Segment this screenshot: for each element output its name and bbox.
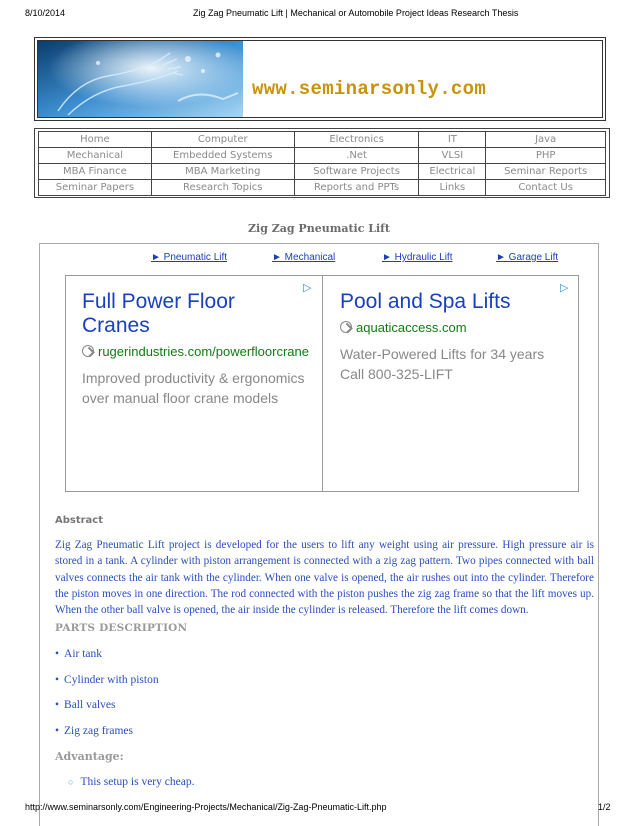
banner-inner [37,40,603,118]
nav-research-topics[interactable]: Research Topics [151,180,294,196]
ad-link-pneumatic-lift[interactable]: ► Pneumatic Lift [151,252,228,263]
ad-link-mechanical[interactable]: ► Mechanical [272,252,336,263]
circle-bullet-icon: ○ [68,777,74,787]
abstract-text: Zig Zag Pneumatic Lift project is developed for the users to lift any weight using air pressure. High pressure air is stored in a tank. A cylinder with piston arrangement is connected with a zig zag pattern. Two pipes connected with ball valves connects the air tank with the cylinder. When one valve is opened, the air rushes out into the cylinder. Therefore the piston moves in one direction. The rod connected with the piston pushes the zig zag frame so that the lift moves up. When the other ball valve is opened, the air inside the cylinder is released. Therefore the lift comes down. [55,539,594,617]
nav-reports-ppts[interactable]: Reports and PPTs [294,180,419,196]
ad-url-rugerindustries[interactable] [82,344,309,359]
nav-home[interactable]: Home [39,132,152,148]
nav-embedded-systems[interactable]: Embedded Systems [151,148,294,164]
list-item [55,725,133,737]
nav-mba-marketing[interactable]: MBA Marketing [151,164,294,180]
nav-row [39,148,606,164]
nav-mba-finance[interactable]: MBA Finance [39,164,152,180]
main-nav-grid [38,131,606,196]
ad-url-text[interactable]: aquaticaccess.com [356,320,467,335]
ad-description-pool-spa-lifts: Water-Powered Lifts for 34 years Call 800-325-LIFT [340,346,545,382]
nav-software-projects[interactable]: Software Projects [294,164,419,180]
nav-computer[interactable]: Computer [151,132,294,148]
nav-dotnet[interactable]: .Net [294,148,419,164]
ad-info-icon [82,345,94,357]
bullet-icon: • [55,648,60,660]
list-item [55,674,159,686]
nav-seminar-reports[interactable]: Seminar Reports [486,164,606,180]
ad-title-floor-cranes[interactable]: Full Power Floor Cranes [82,290,235,337]
nav-electronics[interactable]: Electronics [294,132,419,148]
nav-seminar-papers[interactable]: Seminar Papers [39,180,152,196]
page-title: Zig Zag Pneumatic Lift [248,222,390,235]
bullet-icon: • [55,699,60,711]
ad-url-text[interactable]: rugerindustries.com/powerfloorcrane [98,344,309,359]
abstract-heading: Abstract [55,515,104,526]
site-banner[interactable] [34,37,606,121]
banner-robot-hand-image [38,41,243,118]
nav-electrical[interactable]: Electrical [419,164,486,180]
print-page-number: 1/2 [598,802,611,812]
nav-java[interactable]: Java [486,132,606,148]
bullet-icon: • [55,725,60,737]
ad-link-garage-lift[interactable]: ► Garage Lift [496,252,559,263]
ad-link-hydraulic-lift[interactable]: ► Hydraulic Lift [382,252,453,263]
list-item-text: Cylinder with piston [64,674,159,686]
nav-mechanical[interactable]: Mechanical [39,148,152,164]
print-footer-url: http://www.seminarsonly.com/Engineering-Projects/Mechanical/Zig-Zag-Pneumatic-Lift.php [25,802,387,812]
list-item-text: Zig zag frames [64,725,133,737]
print-date: 8/10/2014 [25,8,66,18]
list-item-text: This setup is very cheap. [80,776,195,788]
ad-divider [322,275,323,492]
print-title: Zig Zag Pneumatic Lift | Mechanical or Automobile Project Ideas Research Thesis [193,8,519,18]
nav-row [39,132,606,148]
ad-url-aquaticaccess[interactable] [340,320,467,335]
advantage-heading: Advantage: [55,750,124,763]
adchoices-triangle-icon[interactable]: ▷ [560,282,569,294]
parts-heading: PARTS DESCRIPTION [55,622,188,634]
list-item [55,699,115,711]
list-item [55,648,102,660]
ad-description-floor-cranes: Improved productivity & ergonomics over manual floor crane models [82,370,305,406]
ad-info-icon [340,321,352,333]
list-item-text: Ball valves [64,699,116,711]
ad-title-pool-spa-lifts[interactable]: Pool and Spa Lifts [340,290,511,313]
bullet-icon: • [55,674,60,686]
nav-php[interactable]: PHP [486,148,606,164]
nav-contact-us[interactable]: Contact Us [486,180,606,196]
nav-row [39,180,606,196]
adchoices-triangle-icon[interactable]: ▷ [303,282,312,294]
print-header [0,8,638,22]
nav-vlsi[interactable]: VLSI [419,148,486,164]
nav-it[interactable]: IT [419,132,486,148]
banner-site-url[interactable]: www.seminarsonly.com [252,78,487,100]
print-footer [0,802,638,816]
list-item [68,776,194,788]
nav-row [39,164,606,180]
list-item-text: Air tank [64,648,103,660]
nav-links[interactable]: Links [419,180,486,196]
